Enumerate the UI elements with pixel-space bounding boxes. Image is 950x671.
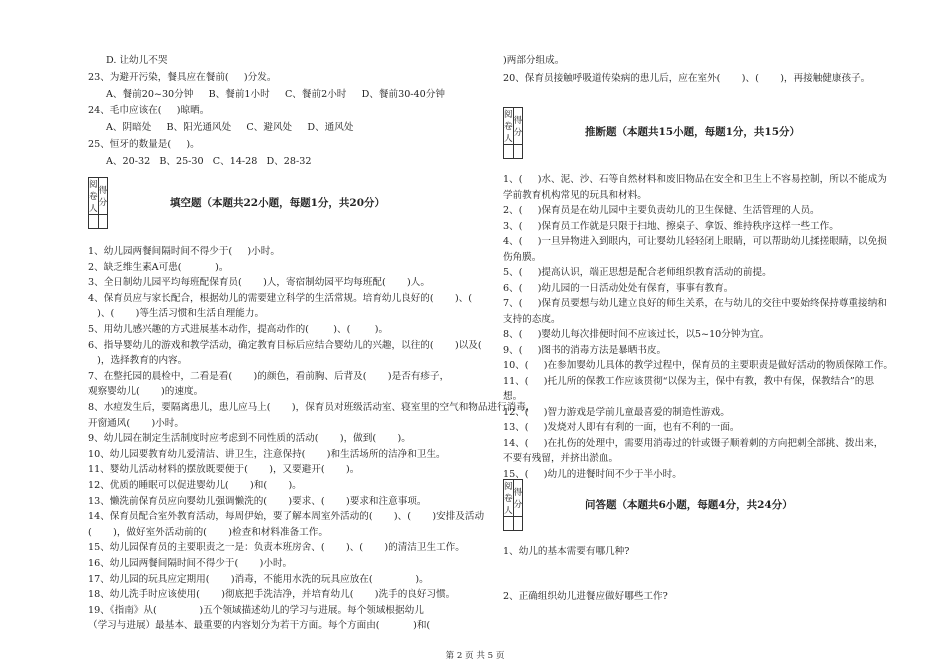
reviewer-label: 阅卷人 — [89, 178, 99, 215]
reviewer-label: 阅卷人 — [504, 480, 514, 517]
text-line: （学习与进展）最基本、最重要的内容划分为若干方面。每个方面由( )和( — [88, 620, 431, 632]
score-label: 得分 — [513, 480, 523, 517]
text-line: 18、幼儿洗手时应该使用( )彻底把手洗洁净，并培育幼儿( )洗手的良好习惯。 — [88, 589, 456, 601]
text-line: 6、指导婴幼儿的游戏和教学活动，确定教育目标后应结合婴幼儿的兴趣，以往的( )以及( — [88, 339, 482, 351]
text-line: 10、幼儿园要教育幼儿爱清洁、讲卫生，注意保持( )和生活场所的洁净和卫生。 — [88, 448, 446, 460]
text-line: 9、( )图书的消毒方法是暴晒书皮。 — [503, 344, 667, 356]
text-line: A、阴暗处 B、阳光通风处 C、避风处 D、通风处 — [106, 122, 354, 134]
text-line: )，选择教育的内容。 — [88, 355, 188, 367]
text-line: 不要有残留，并挤出淤血。 — [503, 453, 619, 464]
reviewer-label: 阅卷人 — [504, 108, 514, 145]
text-line: 想。 — [503, 391, 523, 402]
text-line: )两部分组成。 — [503, 55, 565, 66]
text-line: 5、( )提高认识，端正思想是配合老师组织教育活动的前提。 — [503, 267, 772, 278]
text-line: 24、毛巾应该在( )晾晒。 — [88, 105, 210, 117]
text-line: 7、在整托园的晨检中，二看是看( )的颜色，看前胸、后背及( )是否有疹子， — [88, 370, 450, 382]
text-line: 15、幼儿园保育员的主要职责之一是：负责本班房舍、( )、( )的清洁卫生工作。 — [88, 542, 465, 554]
text-line: 支持的态度。 — [503, 313, 561, 325]
page-footer: 第 2 页 共 5 页 — [445, 651, 505, 661]
text-line: 16、幼儿园两餐间隔时间不得少于( )小时。 — [88, 558, 293, 569]
score-label: 得分 — [513, 108, 523, 145]
text-line: 6、( )幼儿园的一日活动处处有保育，事事有教育。 — [503, 282, 734, 294]
text-line: 4、保育员应与家长配合，根据幼儿的需要建立科学的生活常规。培育幼儿良好的( )、( — [88, 292, 473, 304]
text-line: D. 让幼儿不哭 — [106, 55, 168, 66]
text-line: 3、全日制幼儿园平均每班配保育员( )人，寄宿制幼园平均每班配( )人。 — [88, 277, 430, 289]
score-box-judge — [503, 107, 523, 159]
score-cell — [513, 145, 523, 159]
text-line: 13、( )发烧对人即有有利的一面，也有不利的一面。 — [503, 422, 740, 433]
score-label: 得分 — [98, 178, 108, 215]
text-line: 19、《指南》从( )五个领域描述幼儿的学习与进展。每个领域根据幼儿 — [88, 604, 424, 616]
score-cell — [98, 215, 108, 229]
text-line: 开窗通风( )小时。 — [88, 417, 184, 429]
judge-section-title: 推断题（本题共15小题，每题1分，共15分） — [585, 126, 801, 138]
text-line: 2、缺乏维生素A可患( )。 — [88, 261, 229, 273]
text-line: 2、( )保育员是在幼儿园中主要负责幼儿的卫生保健、生活管理的人员。 — [503, 205, 820, 216]
score-box-qa — [503, 479, 523, 531]
text-line: A、20-32 B、25-30 C、14-28 D、28-32 — [106, 155, 312, 167]
qa-question: 2、正确组织幼儿进餐应做好哪些工作? — [503, 591, 668, 602]
text-line: 学前教育机构常见的玩具和材料。 — [503, 189, 647, 201]
reviewer-cell — [504, 145, 514, 159]
text-line: 15、( )幼儿的进餐时间不少于半小时。 — [503, 468, 682, 480]
text-line: 7、( )保育员要想与幼儿建立良好的师生关系，在与幼儿的交往中要始终保持尊重接纳和 — [503, 298, 887, 309]
reviewer-cell — [504, 517, 514, 531]
text-line: 5、用幼儿感兴趣的方式进展基本动作，提高动作的( )、( )。 — [88, 324, 389, 335]
text-line: 1、幼儿园两餐间隔时间不得少于( )小时。 — [88, 246, 280, 257]
text-line: 4、( )一旦异物进入到眼内，可让婴幼儿轻轻闭上眼睛，可以帮助幼儿揉搓眼睛，以免损 — [503, 236, 887, 247]
text-line: 3、( )保育员工作就是只限于扫地、擦桌子、拿饭、维持秩序这样一些工作。 — [503, 220, 839, 232]
text-line: ( )，做好室外活动前的( )检查和材料准备工作。 — [88, 526, 328, 538]
score-box-fill — [88, 177, 108, 229]
text-line: 观察婴幼儿( )的速度。 — [88, 386, 204, 398]
text-line: A、餐前20~30分钟 B、餐前1小时 C、餐前2小时 D、餐前30-40分钟 — [106, 88, 445, 100]
text-line: 12、( )智力游戏是学前儿童最喜爱的制造性游戏。 — [503, 406, 730, 418]
score-cell — [513, 517, 523, 531]
text-line: 17、幼儿园的玩具应定期用( )消毒，不能用水洗的玩具应放在( )。 — [88, 573, 429, 585]
text-line: 9、幼儿园在制定生活制度时应考虑到不同性质的活动( )，做到( )。 — [88, 433, 411, 445]
text-line: )、( )等生活习惯和生活自理能力。 — [88, 308, 265, 320]
text-line: 伤角膜。 — [503, 251, 542, 263]
text-line: 8、水痘发生后，要隔离患儿，患儿应马上( )，保育员对班级活动室、寝室里的空气和物品进行消毒， — [88, 402, 536, 413]
text-line: 1、( )水、泥、沙、石等自然材料和废旧物品在安全和卫生上不容易控制，所以不能成为 — [503, 174, 887, 185]
reviewer-cell — [89, 215, 99, 229]
fill-section-title: 填空题（本题共22小题，每题1分，共20分） — [170, 197, 386, 209]
qa-question: 1、幼儿的基本需要有哪几种? — [503, 546, 630, 557]
text-line: 20、保育员接触呼吸道传染病的患儿后，应在室外( )、( )，再接触健康孩子。 — [503, 73, 871, 84]
text-line: 11、( )托儿所的保教工作应该贯彻“以保为主，保中有教，教中有保，保教结合”的思 — [503, 375, 874, 387]
text-line: 13、懒洗前保育员应向婴幼儿强调懒洗的( )要求、( )要求和注意事项。 — [88, 495, 427, 507]
text-line: 14、( )在扎伤的处理中，需要用消毒过的针或镊子顺着刺的方向把刺全部挑、拨出来， — [503, 437, 884, 449]
text-line: 8、( )婴幼儿每次排便时间不应该过长，以5~10分钟为宜。 — [503, 329, 770, 340]
text-line: 12、优质的睡眠可以促进婴幼儿( )和( )。 — [88, 480, 302, 491]
text-line: 14、保育员配合室外教育活动，每周伊始，要了解本周室外活动的( )、( )安排及活动 — [88, 511, 485, 523]
text-line: 10、( )在参加婴幼儿具体的教学过程中，保育员的主要职责是做好活动的物质保障工作。 — [503, 360, 893, 371]
text-line: 23、为避开污染，餐具应在餐前( )分发。 — [88, 71, 277, 83]
text-line: 11、婴幼儿活动材料的摆放既要便于( )，又要避开( )。 — [88, 464, 360, 476]
text-line: 25、恒牙的数量是( )。 — [88, 139, 200, 150]
qa-section-title: 问答题（本题共6小题，每题4分，共24分） — [585, 499, 793, 511]
